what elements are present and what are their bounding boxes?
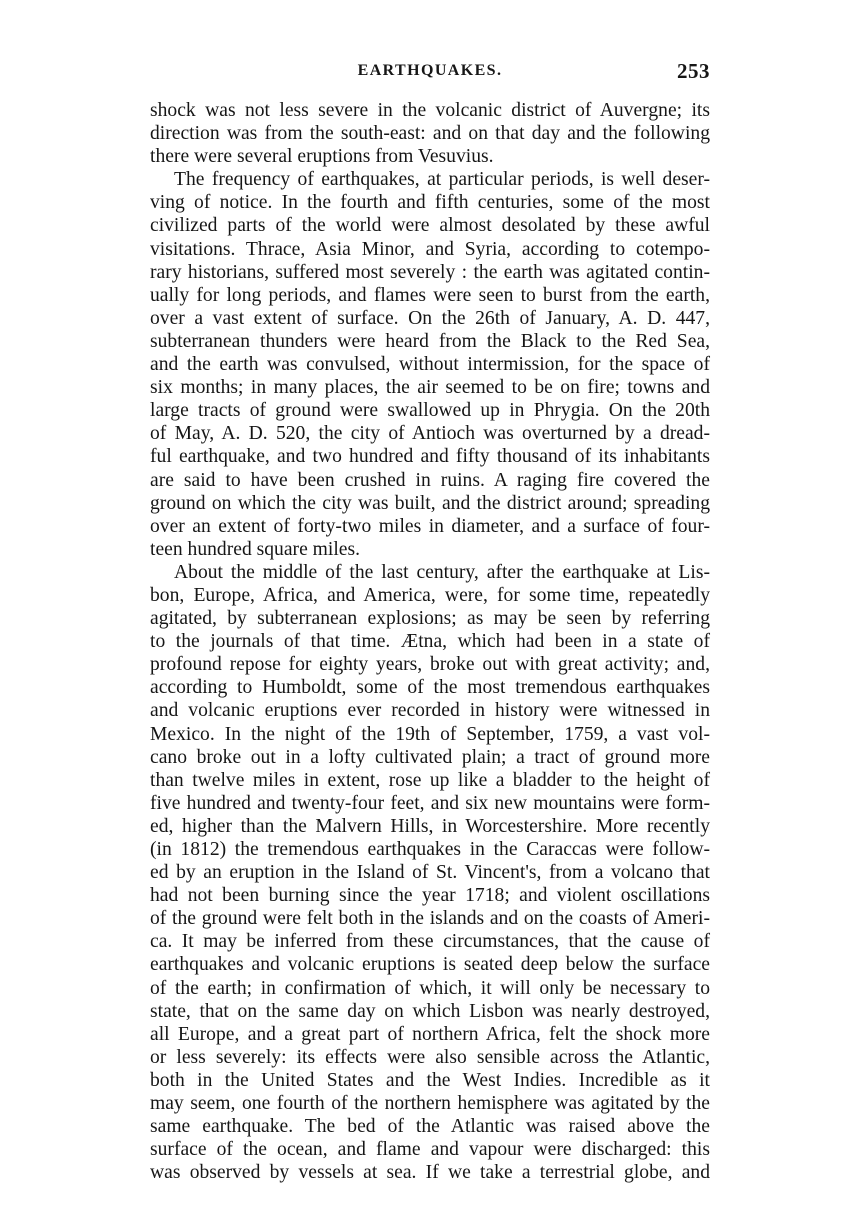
text-line: shock was not less severe in the volcanic district of Auvergne; its — [150, 100, 710, 121]
text-line: are said to have been crushed in ruins. A raging fire covered the — [150, 469, 710, 491]
text-line: visitations. Thrace, Asia Minor, and Syria, according to cotempo- — [150, 238, 710, 260]
text-line: had not been burning since the year 1718; and violent oscillations — [150, 885, 710, 907]
text-line: profound repose for eighty years, broke out with great activity; and, — [150, 654, 710, 676]
text-line: and the earth was convulsed, without intermission, for the space of — [150, 354, 710, 376]
text-line: over an extent of forty-two miles in diameter, and a surface of four- — [150, 515, 710, 537]
text-line: state, that on the same day on which Lisbon was nearly destroyed, — [150, 1000, 710, 1022]
text-line: large tracts of ground were swallowed up in Phrygia. On the 20th — [150, 400, 710, 422]
text-line: surface of the ocean, and flame and vapour were discharged: this — [150, 1139, 710, 1161]
text-line: to the journals of that time. Ætna, which had been in a state of — [150, 631, 710, 653]
text-line: ground on which the city was built, and the district around; spreading — [150, 492, 710, 514]
text-line: About the middle of the last century, after the earthquake at Lis- — [174, 561, 710, 583]
text-line: earthquakes and volcanic eruptions is seated deep below the surface — [150, 954, 710, 976]
page-number: 253 — [677, 59, 710, 83]
text-line — [150, 1184, 710, 1207]
text-line: same earthquake. The bed of the Atlantic was raised above the — [150, 1116, 710, 1138]
running-head — [150, 59, 710, 86]
text-line: rary historians, suffered most severely : the earth was agitated contin- — [150, 261, 710, 283]
text-line: of the earth; in confirmation of which, it will only be necessary to — [150, 977, 710, 999]
text-line: may seem, one fourth of the northern hemisphere was agitated by the — [150, 1093, 710, 1115]
text-line: over a vast extent of surface. On the 26th of January, A. D. 447, — [150, 307, 710, 329]
text-line: of May, A. D. 520, the city of Antioch was overturned by a dread- — [150, 423, 710, 445]
body-text — [150, 99, 710, 1208]
text-line: was observed by vessels at sea. If we take a terrestrial globe, and — [150, 1162, 710, 1184]
text-line: ful earthquake, and two hundred and fifty thousand of its inhabitants — [150, 446, 710, 468]
text-line: of the ground were felt both in the islands and on the coasts of Ameri- — [150, 908, 710, 930]
text-line: direction was from the south-east: and on that day and the following — [150, 123, 710, 145]
text-line: agitated, by subterranean explosions; as may be seen by referring — [150, 608, 710, 630]
text-line: The frequency of earthquakes, at particular periods, is well deser- — [174, 169, 710, 191]
text-line: cano broke out in a lofty cultivated plain; a tract of ground more — [150, 746, 710, 768]
text-line: five hundred and twenty-four feet, and six new mountains were form- — [150, 792, 710, 814]
text-line: both in the United States and the West Indies. Incredible as it — [150, 1069, 710, 1091]
text-line: (in 1812) the tremendous earthquakes in the Caraccas were follow- — [150, 839, 710, 860]
text-line: ually for long periods, and flames were seen to burst from the earth, — [150, 284, 710, 306]
text-line: teen hundred square miles. — [150, 538, 361, 560]
running-title: EARTHQUAKES. — [357, 62, 503, 79]
text-line: bon, Europe, Africa, and America, were, for some time, repeatedly — [150, 584, 710, 606]
text-line: ving of notice. In the fourth and fifth centuries, some of the most — [150, 192, 710, 214]
text-line: ca. It may be inferred from these circumstances, that the cause of — [150, 931, 710, 953]
text-line: according to Humboldt, some of the most tremendous earthquakes — [150, 677, 710, 699]
text-line: Mexico. In the night of the 19th of September, 1759, a vast vol- — [150, 723, 710, 745]
text-line: than twelve miles in extent, rose up like a bladder to the height of — [150, 769, 710, 791]
text-line: ed, higher than the Malvern Hills, in Worcestershire. More recently — [150, 815, 710, 837]
text-line: all Europe, and a great part of northern Africa, felt the shock more — [150, 1023, 710, 1045]
text-line: six months; in many places, the air seemed to be on fire; towns and — [150, 377, 710, 399]
text-line: civilized parts of the world were almost desolated by these awful — [150, 215, 710, 237]
text-line: and volcanic eruptions ever recorded in history were witnessed in — [150, 700, 710, 722]
text-line: subterranean thunders were heard from the Black to the Red Sea, — [150, 330, 710, 352]
text-line: or less severely: its effects were also sensible across the Atlantic, — [150, 1046, 710, 1068]
text-line: ed by an eruption in the Island of St. Vincent's, from a volcano that — [150, 862, 710, 884]
text-line: there were several eruptions from Vesuvius. — [150, 146, 494, 168]
